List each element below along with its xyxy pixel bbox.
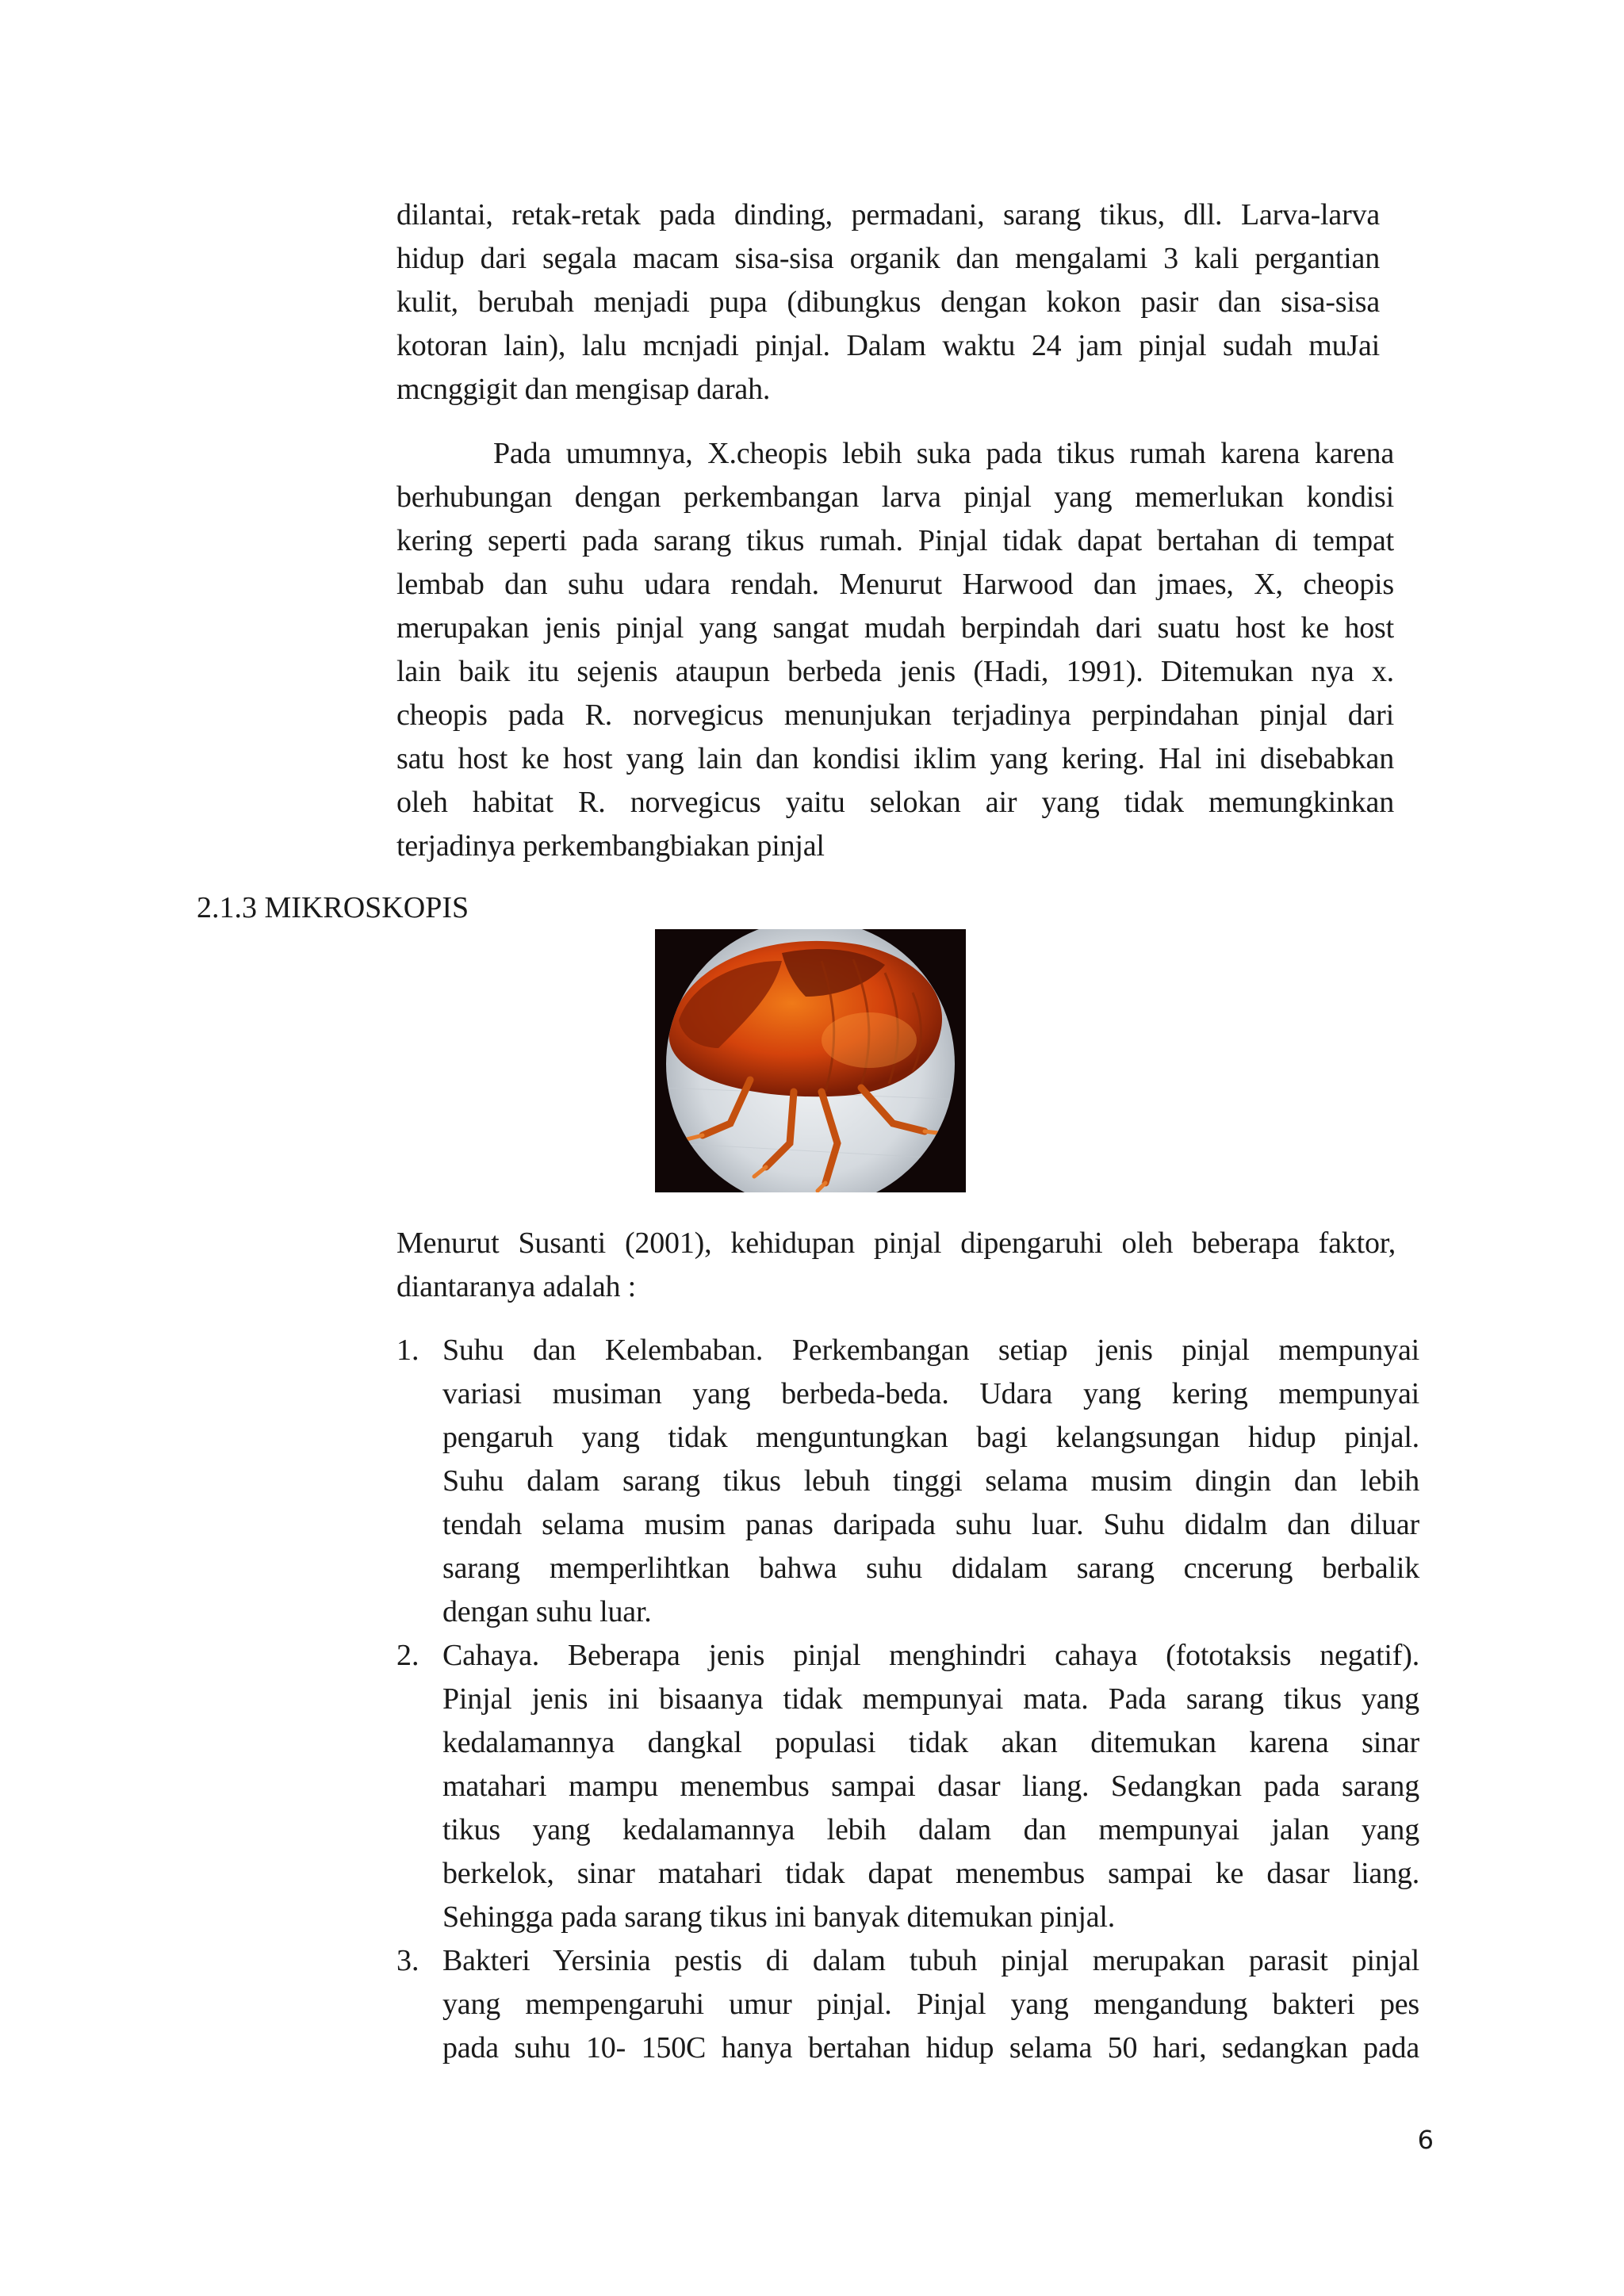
text-line: Sehingga pada sarang tikus ini banyak ditemukan pinjal.	[442, 1900, 1116, 1934]
text-line: Pada umumnya, X.cheopis lebih suka pada tikus rumah karena karena	[493, 437, 1394, 470]
text-line: kotoran lain), lalu mcnjadi pinjal. Dalam waktu 24 jam pinjal sudah muJai	[396, 329, 1380, 362]
text-line: oleh habitat R. norvegicus yaitu selokan air yang tidak memungkinkan	[396, 786, 1394, 819]
text-line: berhubungan dengan perkembangan larva pinjal yang memerlukan kondisi	[396, 480, 1394, 514]
paragraph-continuation	[396, 193, 1380, 411]
text-line: terjadinya perkembangbiakan pinjal	[396, 829, 825, 863]
text-line: kulit, berubah menjadi pupa (dibungkus dengan kokon pasir dan sisa-sisa	[396, 285, 1380, 319]
text-line: pada suhu 10- 150C hanya bertahan hidup selama 50 hari, sedangkan pada	[442, 2031, 1419, 2064]
text-line: Suhu dan Kelembaban. Perkembangan setiap jenis pinjal mempunyai	[442, 1334, 1419, 1367]
text-line: Suhu dalam sarang tikus lebuh tinggi selama musim dingin dan lebih	[442, 1464, 1419, 1498]
text-line: yang mempengaruhi umur pinjal. Pinjal yang mengandung bakteri pes	[442, 1988, 1419, 2021]
text-line: Cahaya. Beberapa jenis pinjal menghindri cahaya (fototaksis negatif).	[442, 1639, 1419, 1672]
list-number: 3.	[396, 1944, 419, 1977]
text-line: Pinjal jenis ini bisaanya tidak mempunyai mata. Pada sarang tikus yang	[442, 1682, 1419, 1716]
text-line: satu host ke host yang lain dan kondisi iklim yang kering. Hal ini disebabkan	[396, 742, 1394, 775]
text-line: kedalamannya dangkal populasi tidak akan ditemukan karena sinar	[442, 1726, 1419, 1759]
text-line: berkelok, sinar matahari tidak dapat menembus sampai ke dasar liang.	[442, 1857, 1419, 1890]
list-number: 2.	[396, 1639, 419, 1672]
text-line: tendah selama musim panas daripada suhu luar. Suhu didalm dan diluar	[442, 1508, 1419, 1541]
text-line: lembab dan suhu udara rendah. Menurut Harwood dan jmaes, X, cheopis	[396, 568, 1394, 601]
list-item-text	[442, 1634, 1419, 1939]
text-line: matahari mampu menembus sampai dasar liang. Sedangkan pada sarang	[442, 1770, 1419, 1803]
intro-paragraph	[396, 1222, 1396, 1309]
text-line: mcnggigit dan mengisap darah.	[396, 373, 771, 406]
flea-microscope-image	[655, 929, 966, 1192]
text-line: Bakteri Yersinia pestis di dalam tubuh pinjal merupakan parasit pinjal	[442, 1944, 1419, 1977]
text-line: kering seperti pada sarang tikus rumah. Pinjal tidak dapat bertahan di tempat	[396, 524, 1394, 557]
text-line: pengaruh yang tidak menguntungkan bagi kelangsungan hidup pinjal.	[442, 1421, 1419, 1454]
text-line: sarang memperlihtkan bahwa suhu didalam sarang cncerung berbalik	[442, 1552, 1419, 1585]
page-number: 6	[1417, 2125, 1434, 2155]
text-line: hidup dari segala macam sisa-sisa organik dan mengalami 3 kali pergantian	[396, 242, 1380, 275]
list-item-text	[442, 1939, 1419, 2070]
paragraph-xcheopis	[396, 432, 1394, 868]
text-line: tikus yang kedalamannya lebih dalam dan mempunyai jalan yang	[442, 1813, 1419, 1846]
text-line: cheopis pada R. norvegicus menunjukan terjadinya perpindahan pinjal dari	[396, 698, 1394, 732]
text-line: variasi musiman yang berbeda-beda. Udara yang kering mempunyai	[442, 1377, 1419, 1410]
text-line: Menurut Susanti (2001), kehidupan pinjal dipengaruhi oleh beberapa faktor,	[396, 1226, 1396, 1260]
list-number: 1.	[396, 1334, 419, 1367]
text-line: merupakan jenis pinjal yang sangat mudah berpindah dari suatu host ke host	[396, 611, 1394, 645]
text-line: dilantai, retak-retak pada dinding, permadani, sarang tikus, dll. Larva-larva	[396, 198, 1380, 232]
list-item-text	[442, 1329, 1419, 1634]
section-heading: 2.1.3 MIKROSKOPIS	[197, 891, 469, 924]
text-line: dengan suhu luar.	[442, 1595, 652, 1628]
text-line: diantaranya adalah :	[396, 1270, 636, 1303]
text-line: lain baik itu sejenis ataupun berbeda jenis (Hadi, 1991). Ditemukan nya x.	[396, 655, 1394, 688]
